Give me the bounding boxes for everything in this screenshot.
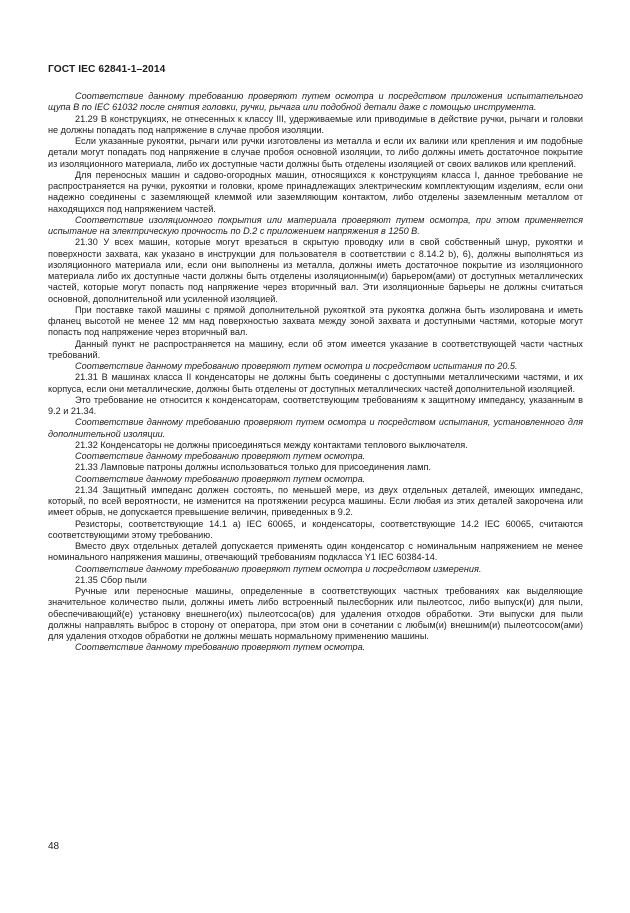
document-body	[48, 91, 583, 654]
section-heading: 21.35 Сбор пыли	[75, 574, 147, 585]
paragraph: Соответствие изоляционного покрытия или материала проверяют путем осмотра, при этом применяется испытание на электрическую прочность по D.2 с приложением напряжения в 1250 В.	[48, 214, 583, 236]
paragraph: При поставке такой машины с прямой дополнительной рукояткой эта рукоятка должна быть изолирована и иметь фланец высотой не менее 12 мм над поверхностью захвата между зоной захвата и доступными частями, которые могут попасть под напряжение через вторичный вал.	[48, 304, 583, 338]
paragraph: 21.30 У всех машин, которые могут врезаться в скрытую проводку или в свой собственный шнур, рукоятки и поверхности захвата, как указано в инструкции для пользователя в соответствии с 8.14.2 b), 6), должны выполняться из изоляционного материала или, если они выполнены из металла, должны иметь достаточное покрытие из изоляционного материала либо их доступные части должны быть отделены изоляционным(и) барьером(ами) от доступных металлических частей, которые могут попасть под напряжение через вторичный вал. Эти изоляционные барьеры не должны считаться основной, дополнительной или усиленной изоляцией.	[48, 237, 583, 304]
paragraph: Соответствие данному требованию проверяют путем осмотра и посредством испытания, установленного для дополнительной изоляции.	[48, 417, 583, 439]
paragraph: Ручные или переносные машины, определенные в соответствующих частных требованиях как выделяющие значительное количество пыли, должны иметь либо встроенный пылесборник или пылеотсос, либо выпуск(и) для пыли, обеспечивающий(е) установку внешнего(их) пылеотсоса(ов) для удаления отходов обработки. Эти выпуски для пыли должны направлять выброс в сторону от оператора, при этом они в сочетании с любым(и) внешним(и) пылеотсосом(ами) для удаления отходов обработки не должны мешать нормальному применению машины.	[48, 586, 583, 641]
paragraph: Для переносных машин и садово-огородных машин, относящихся к конструкциям класса I, данное требование не распространяется на ручки, рукоятки и головки, кроме принадлежащих электрическим комплектующим изделиям, если они надежно соединены с заземляющей клеммой или заземляющим контактом, либо отделены заземленным металлом от находящихся под напряжением частей.	[48, 169, 583, 214]
paragraph: 21.32 Конденсаторы не должны присоединяться между контактами теплового выключателя.	[75, 439, 468, 450]
paragraph: Вместо двух отдельных деталей допускается применять один конденсатор с номинальным напряжением не менее номинального напряжения машины, отвечающий требованиям подкласса Y1 IEC 60384-14.	[48, 541, 583, 563]
document-header: ГОСТ IEC 62841-1–2014	[48, 64, 166, 75]
paragraph: 21.34 Защитный импеданс должен состоять, по меньшей мере, из двух отдельных деталей, имеющих импеданс, который, по всей вероятности, не изменится на протяжении ресурса машины. Если любая из этих деталей закорочена или имеет обрыв, не допускается превышение величин, приведенных в 9.2.	[48, 484, 583, 518]
paragraph: 21.31 В машинах класса II конденсаторы не должны быть соединены с доступными металлическими частями, и их корпуса, если они металлические, должны быть отделены от доступных металлических частей дополнительной изоляцией.	[48, 372, 583, 394]
paragraph: Соответствие данному требованию проверяют путем осмотра.	[75, 473, 366, 484]
paragraph: 21.29 В конструкциях, не отнесенных к классу III, удерживаемые или приводимые в действие ручки, рычаги и головки не должны попадать под напряжение в случае пробоя изоляции.	[48, 113, 583, 135]
paragraph: 21.33 Ламповые патроны должны использоваться только для присоединения ламп.	[75, 462, 431, 473]
paragraph: Данный пункт не распространяется на машину, если об этом имеется указание в соответствующей части частных требований.	[48, 338, 583, 360]
paragraph: Соответствие данному требованию проверяют путем осмотра и посредством измерения.	[75, 563, 482, 574]
paragraph: Если указанные рукоятки, рычаги или ручки изготовлены из металла и если их валики или крепления и им подобные детали могут попадать под напряжение в случае пробоя основной изоляции, то либо должны иметь достаточное покрытие из изоляционного материала, либо их доступные части должны быть отделены изоляцией от своих валиков или креплений.	[48, 136, 583, 169]
paragraph: Соответствие данному требованию проверяют путем осмотра и посредством испытания по 20.5.	[75, 361, 518, 371]
paragraph: Резисторы, соответствующие 14.1 a) IEC 60065, и конденсаторы, соответствующие 14.2 IEC 60065, считаются соответствующими этому требованию.	[48, 518, 583, 540]
page-number: 48	[48, 841, 60, 852]
paragraph: Это требование не относится к конденсаторам, соответствующим требованиям к защитному импедансу, указанным в 9.2 и 21.34.	[48, 394, 583, 416]
paragraph: Соответствие данному требованию проверяют путем осмотра.	[75, 451, 366, 461]
paragraph: Соответствие данному требованию проверяют путем осмотра.	[75, 642, 366, 653]
paragraph: Соответствие данному требованию проверяют путем осмотра и посредством приложения испытательного щупа B по IEC 61032 после снятия головки, ручки, рычага или подобной детали даже с помощью инструмента.	[48, 91, 583, 113]
